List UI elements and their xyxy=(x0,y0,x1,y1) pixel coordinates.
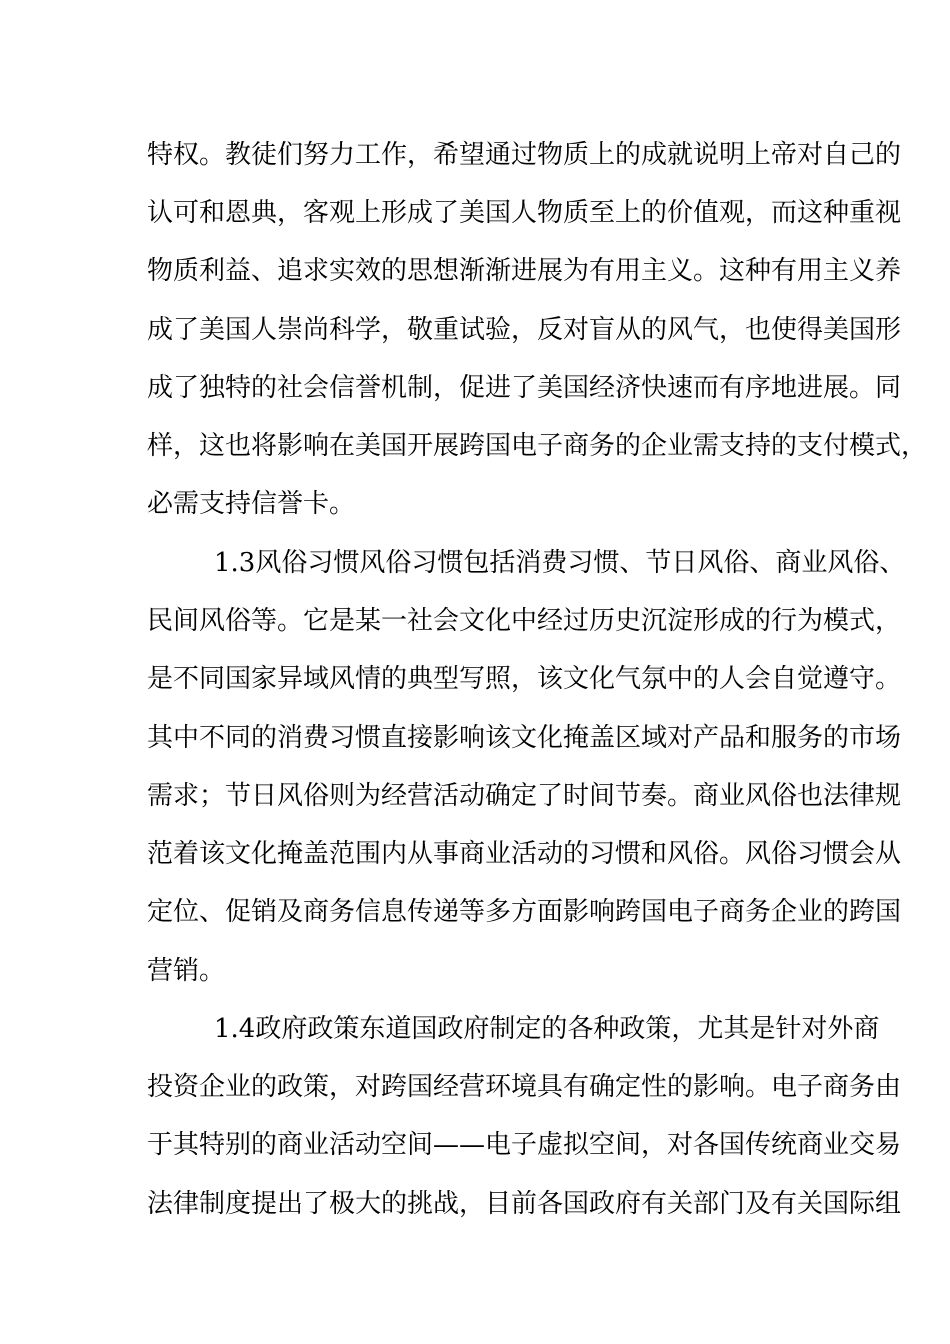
text-line: 认可和恩典，客观上形成了美国人物质至上的价值观，而这种重视 xyxy=(147,198,902,228)
text-line: 民间风俗等。它是某一社会文化中经过历史沉淀形成的行为模式， xyxy=(147,606,902,636)
text-line: 需求；节日风俗则为经营活动确定了时间节奏。商业风俗也法律规 xyxy=(147,781,902,811)
text-line: 定位、促销及商务信息传递等多方面影响跨国电子商务企业的跨国 xyxy=(147,897,902,927)
text-line: 投资企业的政策，对跨国经营环境具有确定性的影响。电子商务由 xyxy=(147,1072,902,1102)
text-line: 样，这也将影响在美国开展跨国电子商务的企业需支持的支付模式， xyxy=(147,431,928,461)
text-line: 其中不同的消费习惯直接影响该文化掩盖区域对产品和服务的市场 xyxy=(147,723,902,753)
text-line: 营销。 xyxy=(147,956,226,986)
text-line: 1.3风俗习惯风俗习惯包括消费习惯、节日风俗、商业风俗、 xyxy=(214,548,906,578)
text-line: 范着该文化掩盖范围内从事商业活动的习惯和风俗。风俗习惯会从 xyxy=(147,839,902,869)
text-line: 1.4政府政策东道国政府制定的各种政策，尤其是针对外商 xyxy=(214,1014,880,1044)
text-line: 于其特别的商业活动空间——电子虚拟空间，对各国传统商业交易 xyxy=(147,1130,902,1160)
text-line: 是不同国家异域风情的典型写照，该文化气氛中的人会自觉遵守。 xyxy=(147,664,902,694)
text-line: 成了美国人崇尚科学，敬重试验，反对盲从的风气，也使得美国形 xyxy=(147,315,902,345)
text-line: 法律制度提出了极大的挑战，目前各国政府有关部门及有关国际组 xyxy=(147,1189,902,1219)
text-line: 必需支持信誉卡。 xyxy=(147,489,356,519)
text-line: 物质利益、追求实效的思想渐渐进展为有用主义。这种有用主义养 xyxy=(147,256,902,286)
text-line: 成了独特的社会信誉机制，促进了美国经济快速而有序地进展。同 xyxy=(147,373,902,403)
text-line: 特权。教徒们努力工作，希望通过物质上的成就说明上帝对自己的 xyxy=(147,140,902,170)
